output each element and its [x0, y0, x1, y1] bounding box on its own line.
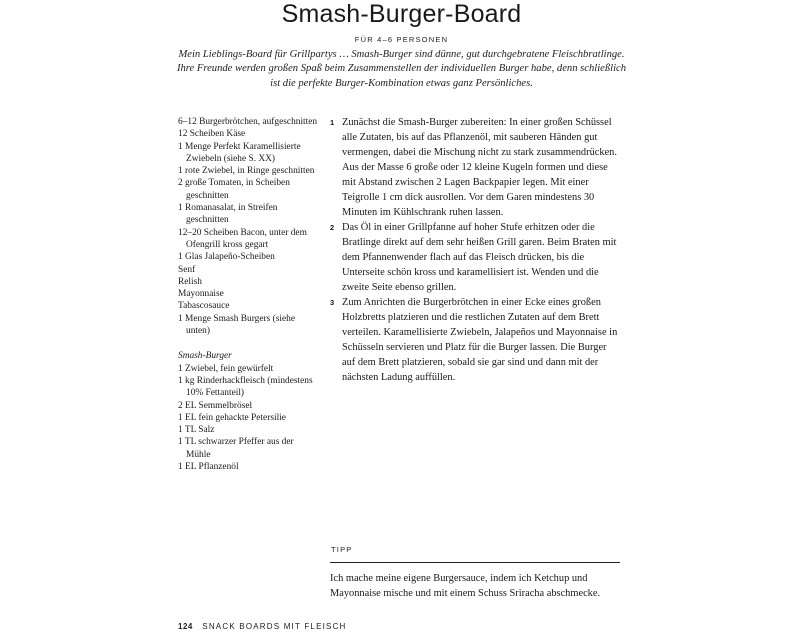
- serving-size: FÜR 4–6 PERSONEN: [354, 35, 449, 44]
- ingredient-item: 12–20 Scheiben Bacon, unter dem Ofengrill kross gegart: [178, 227, 307, 250]
- ingredient-item: 1 Menge Perfekt Karamellisierte Zwiebeln (siehe S. XX): [178, 141, 301, 164]
- step: [330, 220, 620, 295]
- step: [330, 115, 620, 220]
- ingredient-item: 1 EL fein gehackte Petersilie: [178, 412, 286, 423]
- step-text: Zum Anrichten die Burgerbrötchen in einer Ecke eines großen Holzbretts platzieren und die restlichen Zutaten auf dem Brett verteilen. Karamellisierte Zwiebeln, Jalapeños und Mayonnaise in Schüsseln servieren und Platz für die Burger lassen. Die Burger auf dem Brett platzieren, sobald sie gar sind und dann mit der nächsten Ladung auffüllen.: [342, 297, 618, 383]
- ingredient-item: 1 Glas Jalapeño-Scheiben: [178, 252, 275, 263]
- ingredient-item: 1 Romanasalat, in Streifen geschnitten: [178, 203, 278, 226]
- ingredient-item: 1 rote Zwiebel, in Ringe geschnitten: [178, 166, 315, 177]
- ingredient-item: 1 TL Salz: [178, 425, 215, 436]
- ingredient-item: 1 kg Rinderhackfleisch (mindestens 10% Fettanteil): [178, 375, 313, 399]
- ingredient-item: Tabascosauce: [178, 301, 230, 312]
- ingredient-item: 1 Zwiebel, fein gewürfelt: [178, 363, 274, 374]
- step-text: Zunächst die Smash-Burger zubereiten: In einer großen Schüssel alle Zutaten, bis auf das Pflanzenöl, mit sauberen Händen gut vermengen, dabei die Mischung nicht zu stark zusammendrücken. Aus der Masse 6 große oder 12 kleine Kugeln formen und diese mit Abstand zwischen 2 Lagen Backpapier legen. Mit einer Teigrolle 1 cm dick ausrollen. Vor dem Garen mindestens 30 Minuten im Kühlschrank ruhen lassen.: [342, 117, 617, 218]
- ingredient-list: [178, 116, 318, 337]
- recipe-title: Smash-Burger-Board: [281, 0, 522, 28]
- page-footer: [178, 622, 347, 631]
- ingredients-column: [178, 116, 318, 473]
- ingredient-item: Mayonnaise: [178, 289, 224, 300]
- step-text: Das Öl in einer Grillpfanne auf hoher Stufe erhitzen oder die Bratlinge direkt auf dem sehr heißen Grill garen. Beim Braten mit dem Pfannenwender flach auf das Fleisch drücken, bis die Unterseite schön kross und karamellisiert ist. Wenden und die zweite Seite ebenso grillen.: [342, 222, 617, 293]
- ingredient-item: Relish: [178, 276, 202, 287]
- ingredient-item: 6–12 Burgerbrötchen, aufgeschnitten: [178, 117, 318, 127]
- step-number: 1: [330, 118, 335, 127]
- ingredient-item: 2 EL Semmelbrösel: [178, 400, 253, 411]
- smash-burger-ingredient-list: [178, 363, 318, 474]
- page-number: 124: [178, 622, 193, 631]
- ingredient-item: 12 Scheiben Käse: [178, 129, 246, 140]
- step: [330, 295, 620, 385]
- ingredient-item: 2 große Tomaten, in Scheiben geschnitten: [178, 178, 290, 201]
- step-number: 3: [330, 298, 335, 307]
- method-steps: [330, 115, 620, 385]
- ingredient-item: 1 Menge Smash Burgers (siehe unten): [178, 313, 295, 337]
- step-number: 2: [330, 223, 335, 232]
- smash-burger-subtitle: Smash-Burger: [178, 351, 232, 362]
- tip-text: Ich mache meine eigene Burgersauce, indem ich Ketchup und Mayonnaise mische und mit einem Schuss Sriracha abschmecke.: [330, 573, 601, 599]
- section-name: SNACK BOARDS MIT FLEISCH: [202, 622, 347, 631]
- ingredient-item: 1 TL schwarzer Pfeffer aus der Mühle: [178, 437, 294, 460]
- recipe-intro: Mein Lieblings-Board für Grillpartys … Smash-Burger sind dünne, gut durchgebratene Fleischbratlinge. Ihre Freunde werden großen Spaß beim Zusammenstellen der individuellen Burger habe, denn schließlich ist die perfekte Burger-Kombination etwas ganz Persönliches.: [176, 49, 627, 89]
- ingredient-item: 1 EL Pflanzenöl: [178, 462, 239, 473]
- tip-divider: [330, 562, 620, 563]
- ingredient-item: Senf: [178, 264, 196, 275]
- tip-label: TIPP: [331, 545, 353, 554]
